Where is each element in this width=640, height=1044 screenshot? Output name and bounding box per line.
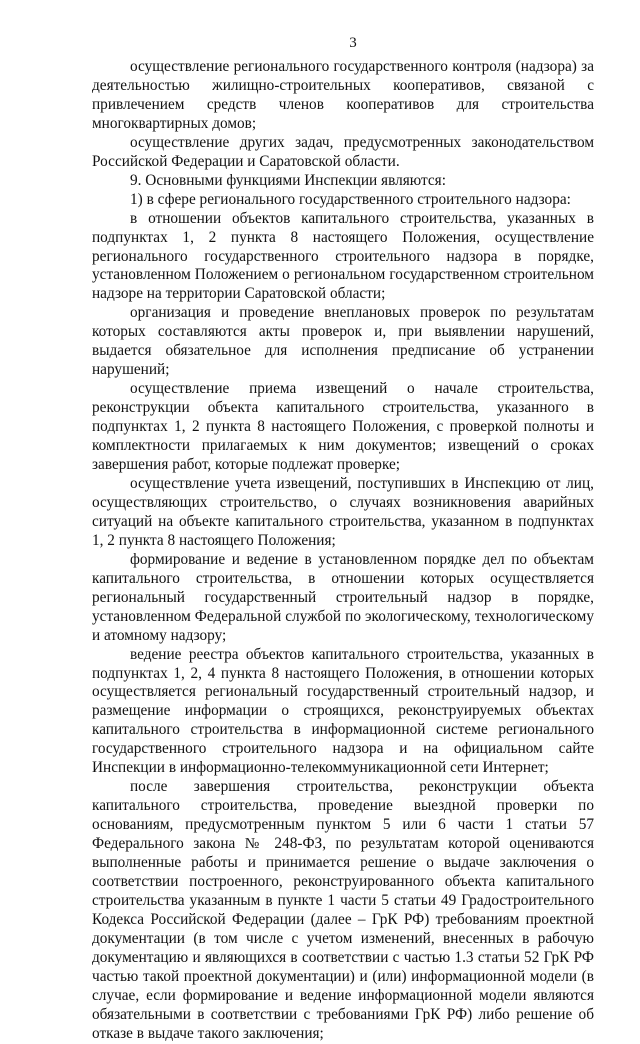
- paragraph-other-tasks: осуществление других задач, предусмотренных законодательством Российской Федерации и Саратовской области.: [92, 133, 594, 170]
- paragraph-housing-cooperatives-control: осуществление регионального государственного контроля (надзора) за деятельностью жилищно-строительных кооперативов, связаной с привлечением средств членов кооперативов для строительства многоквартирных домов;: [92, 58, 594, 132]
- paragraph-construction-supervision-heading: 1) в сфере регионального государственного строительного надзора:: [130, 190, 571, 208]
- paragraph-completion-inspection: после завершения строительства, реконструкции объекта капитального строительства, проведение выездной проверки по основаниям, предусмотренным пунктом 5 или 6 части 1 статьи 57 Федерального закона № 248-ФЗ, по результатам которой оцениваются выполненные работы и принимается решение о выдаче заключения о соответствии построенного, реконструированного объекта капитального строительства указанным в пункте 1 части 5 статьи 49 Градостроительного Кодекса Российской Федерации (далее – ГрК РФ) требованиям проектной документации (в том числе с учетом изменений, внесенных в рабочую документацию и являющихся в соответствии с частью 1.3 статьи 52 ГрК РФ частью такой проектной документации) и (или) информационной модели (в случае, если формирование и ведение информационной модели являются обязательными в соответствии с требованиями ГрК РФ) либо решение об отказе в выдаче такого заключения;: [92, 778, 594, 1042]
- paragraph-notice-reception: осуществление приема извещений о начале строительства, реконструкции объекта капитального строительства, указанного в подпунктах 1, 2 пункта 8 настоящего Положения, с проверкой полноты и комплектности прилагаемых к ним документов; извещений о сроках завершения работ, которые подлежат проверке;: [92, 380, 594, 474]
- paragraph-supervision-objects: в отношении объектов капитального строительства, указанных в подпунктах 1, 2 пункта 8 настоящего Положения, осуществление регионального государственного строительного надзора в порядке, установленном Положением о региональном государственном строительном надзоре на территории Саратовской области;: [92, 209, 594, 303]
- paragraph-object-registry: ведение реестра объектов капитального строительства, указанных в подпунктах 1, 2, 4 пункта 8 настоящего Положения, в отношении которых осуществляется региональный государственный строительный надзор, и размещение информации о строящихся, реконструируемых объектах капитального строительства в информационной системе регионального государственного строительного надзора и на официальном сайте Инспекции в информационно-телекоммуникационной сети Интернет;: [92, 645, 594, 777]
- paragraph-main-functions-heading: 9. Основными функциями Инспекции являются:: [130, 171, 446, 189]
- paragraph-case-files: формирование и ведение в установленном порядке дел по объектам капитального строительства, в отношении которых осуществляется региональный государственный строительный надзор в порядке, установленном Федеральной службой по экологическому, технологическому и атомному надзору;: [92, 550, 594, 644]
- paragraph-unscheduled-inspections: организация и проведение внеплановых проверок по результатам которых составляются акты проверок и, при выявлении нарушений, выдается обязательное для исполнения предписание об устранении нарушений;: [92, 304, 594, 379]
- paragraph-emergency-notice-accounting: осуществление учета извещений, поступивших в Инспекцию от лиц, осуществляющих строительство, о случаях возникновения аварийных ситуаций на объекте капитального строительства, указанном в подпунктах 1, 2 пункта 8 настоящего Положения;: [92, 474, 594, 549]
- page-number: 3: [349, 35, 357, 51]
